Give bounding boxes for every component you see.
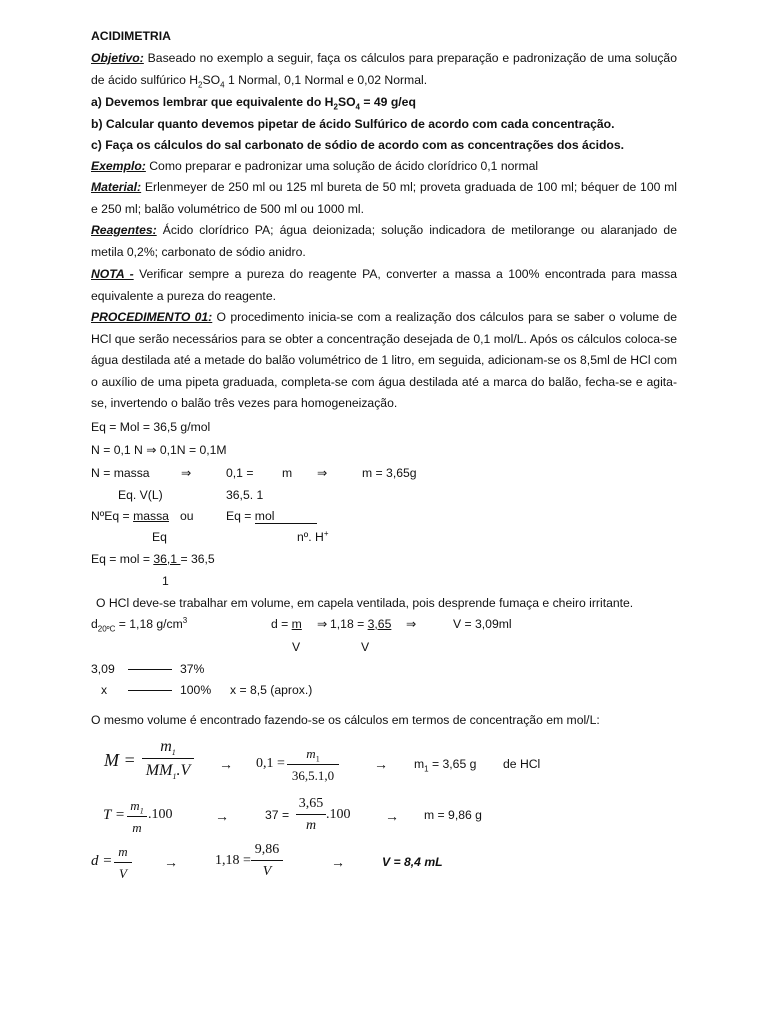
- procedimento-label: PROCEDIMENTO 01:: [91, 310, 213, 324]
- density-formula-m: m: [291, 617, 302, 631]
- density-symbol: d: [91, 617, 98, 631]
- formula2-num: [127, 798, 147, 816]
- formula1-num2: [287, 746, 339, 764]
- implies-arrow: ⇒: [317, 617, 328, 631]
- formula2-result: m = 9,86 g: [424, 808, 482, 822]
- formula1-den-b: .V: [176, 762, 191, 779]
- calc-eq2-a: N = 0,1 N: [91, 443, 147, 457]
- mol-note: O mesmo volume é encontrado fazendo-se os cálculos em termos de concentração em mol/L:: [91, 713, 600, 727]
- material-label: Material:: [91, 180, 142, 194]
- formula2-num-text: m: [130, 798, 140, 813]
- implies-arrow: ⇒: [317, 466, 328, 480]
- calc-m-result: m = 3,65g: [362, 466, 417, 480]
- procedimento-paragraph: [91, 307, 677, 415]
- subscript: 4: [355, 102, 360, 112]
- objetivo-label: Objetivo:: [91, 51, 144, 65]
- document-title: ACIDIMETRIA: [91, 29, 171, 43]
- formula1-fraction: [142, 738, 194, 780]
- superscript: +: [323, 528, 329, 538]
- reagentes-text: Ácido clorídrico PA; água deionizada; solução indicadora de metilorange ou alaranjado de metila 0,2%; carbonato de sódio anidro.: [91, 223, 677, 259]
- material-text: Erlenmeyer de 250 ml ou 125 ml bureta de 50 ml; proveta graduada de 100 ml; béquer de 100 ml e 250 ml; balão volumétrico de 500 ml ou 1000 ml.: [91, 180, 677, 216]
- formula3-lhs: d =: [91, 853, 113, 869]
- superscript: 3: [182, 615, 188, 625]
- calc-neq-pre: NºEq =: [91, 509, 134, 523]
- calc-m-symbol: m: [282, 466, 293, 480]
- subscript: 4: [220, 80, 225, 90]
- density-text: = 1,18 g/cm: [115, 617, 183, 631]
- formula3-fraction: [114, 844, 132, 882]
- calc-ou: ou: [180, 509, 194, 523]
- density-calc: [330, 617, 391, 632]
- implies-arrow: ⇒: [146, 443, 157, 457]
- proportion-line: [128, 690, 172, 691]
- formula3-den2: V: [262, 864, 272, 879]
- subscript: 1: [424, 764, 429, 774]
- formula-part: SO: [337, 95, 356, 109]
- arrow-icon: →: [385, 808, 399, 824]
- subscript: 1: [172, 772, 177, 782]
- formula1-num2-text: m: [306, 746, 316, 761]
- calc-eqmol-mol: mol: [254, 509, 275, 523]
- calc-nh-text: nº. H: [297, 530, 324, 544]
- calc-one: 1: [162, 574, 169, 588]
- density-calc-num: 3,65: [367, 617, 392, 631]
- formula2-fraction2: [296, 796, 326, 834]
- formula2-num2: 3,65: [298, 796, 324, 811]
- proportion-a: 3,09: [91, 662, 115, 676]
- calc-neq-formula: [91, 509, 169, 524]
- formula1-den: [142, 759, 194, 780]
- implies-arrow: ⇒: [181, 466, 192, 480]
- implies-arrow: ⇒: [406, 617, 417, 631]
- formula3-num: m: [118, 844, 128, 859]
- material-paragraph: [91, 177, 677, 220]
- formula1-result: [414, 757, 476, 772]
- item-a-text: a) Devemos lembrar que equivalente do H: [91, 95, 334, 109]
- reagentes-paragraph: [91, 220, 677, 263]
- item-a-value: = 49 g/eq: [360, 95, 416, 109]
- calc-n-value: 0,1 =: [226, 466, 254, 480]
- calc-eq2-b: 0,1N = 0,1M: [156, 443, 227, 457]
- formula1-fraction2: [287, 746, 339, 784]
- calc-365-denominator: 36,5. 1: [226, 488, 264, 502]
- calc-eq1: Eq = Mol = 36,5 g/mol: [91, 420, 211, 434]
- calc-eqmol2-num: 36,1: [153, 552, 181, 566]
- objetivo-text-end: 1 Normal, 0,1 Normal e 0,02 Normal.: [224, 72, 428, 87]
- nota-text: Verificar sempre a pureza do reagente PA, converter a massa a 100% encontrada para massa equivalente a pureza do reagente.: [91, 267, 677, 303]
- arrow-icon: →: [331, 854, 345, 870]
- calc-eq2: [91, 443, 227, 458]
- subscript: 1: [315, 754, 320, 764]
- formula2-fraction: [127, 798, 147, 836]
- calc-neq-massa: massa: [133, 509, 169, 523]
- proportion-line: [128, 669, 172, 670]
- reagentes-label: Reagentes:: [91, 223, 157, 237]
- nota-paragraph: [91, 264, 677, 307]
- calc-eqmol-formula: [226, 509, 274, 524]
- formula1-num: [142, 738, 194, 758]
- arrow-icon: →: [164, 854, 178, 870]
- formula1-result-value: = 3,65 g: [428, 757, 477, 771]
- formula3-den: V: [119, 866, 127, 881]
- objetivo-text: Baseado no exemplo a seguir, faça os cálculos para preparação e padronização de uma solução de ácido sulfúrico H: [91, 51, 677, 87]
- proportion-result: x = 8,5 (aprox.): [230, 683, 313, 697]
- procedimento-text: O procedimento inicia-se com a realização dos cálculos para se saber o volume de HCl que serão necessários para se obter a concentração desejada de 0,1 mol/L. Após os cálculos coloca-se água destilada até a metade do balão volumétrico de 1 litro, em seguida, adicionam-se os 8,5ml de HCl com o auxílio de uma pipeta graduada, completa-se com água destilada até a marca do balão, fecha-se e agita-se, invertendo o balão três vezes para homogeneização.: [91, 310, 677, 411]
- calc-nh-denominator: [297, 530, 328, 545]
- calc-n-formula: N = massa: [91, 466, 150, 480]
- fraction-bar: [255, 523, 317, 524]
- formula3-num2: 9,86: [254, 842, 280, 857]
- formula1-den2: 36,5.1,0: [291, 768, 335, 783]
- density-calc-pre: 1,18 =: [330, 617, 368, 631]
- formula2-den: m: [132, 820, 142, 835]
- calc-eqv-denominator: Eq. V(L): [118, 488, 163, 502]
- formula1-value: 0,1 =: [256, 756, 285, 771]
- formula2-mult: .100: [148, 807, 173, 822]
- proportion-d: 100%: [180, 683, 212, 697]
- item-c: c) Faça os cálculos do sal carbonato de sódio de acordo com as concentrações dos ácidos.: [91, 138, 625, 152]
- hcl-note: O HCl deve-se trabalhar em volume, em capela ventilada, pois desprende fumaça e cheiro irritante.: [96, 596, 634, 610]
- density-value: [91, 617, 187, 632]
- subscript: 20ºC: [97, 624, 116, 634]
- formula1-lhs: M =: [104, 750, 136, 770]
- density-v2: V: [361, 640, 370, 654]
- exemplo-text: Como preparar e padronizar uma solução de ácido clorídrico 0,1 normal: [145, 159, 539, 173]
- item-a: [91, 95, 416, 110]
- formula2-mult2: .100: [326, 807, 351, 822]
- formula1-den-a: MM: [145, 762, 173, 779]
- formula3-result: V = 8,4 mL: [382, 855, 443, 869]
- formula1-num-text: m: [160, 738, 172, 755]
- formula3-fraction2: [251, 842, 283, 880]
- subscript: 1: [139, 806, 144, 816]
- formula1-result-m: m: [414, 757, 425, 771]
- exemplo-label: Exemplo:: [91, 159, 146, 173]
- arrow-icon: →: [374, 756, 388, 772]
- formula3-value: 1,18 =: [215, 853, 251, 868]
- formula1-result-unit: de HCl: [503, 757, 541, 771]
- density-v1: V: [292, 640, 301, 654]
- formula-part: SO: [202, 72, 221, 87]
- calc-eqmol2: [91, 552, 215, 567]
- subscript: 2: [333, 102, 338, 112]
- density-formula: [271, 617, 302, 632]
- nota-label: NOTA -: [91, 267, 134, 281]
- calc-eq-denominator: Eq: [152, 530, 167, 544]
- density-result: V = 3,09ml: [453, 617, 512, 631]
- arrow-icon: →: [215, 808, 229, 824]
- proportion-c: x: [101, 683, 108, 697]
- objetivo-paragraph: [91, 48, 677, 91]
- formula2-lhs: T =: [103, 807, 125, 823]
- proportion-b: 37%: [180, 662, 205, 676]
- calc-eqmol2-pre: Eq = mol =: [91, 552, 154, 566]
- formula2-value: 37 =: [265, 808, 290, 822]
- formula2-den2: m: [305, 818, 317, 833]
- density-formula-pre: d =: [271, 617, 292, 631]
- subscript: 2: [198, 80, 203, 90]
- calc-eqmol-pre: Eq =: [226, 509, 255, 523]
- item-b: b) Calcular quanto devemos pipetar de ácido Sulfúrico de acordo com cada concentração.: [91, 117, 615, 131]
- subscript: 1: [171, 748, 176, 758]
- exemplo-line: [91, 159, 538, 174]
- calc-eqmol2-post: = 36,5: [180, 552, 215, 566]
- arrow-icon: →: [219, 756, 233, 772]
